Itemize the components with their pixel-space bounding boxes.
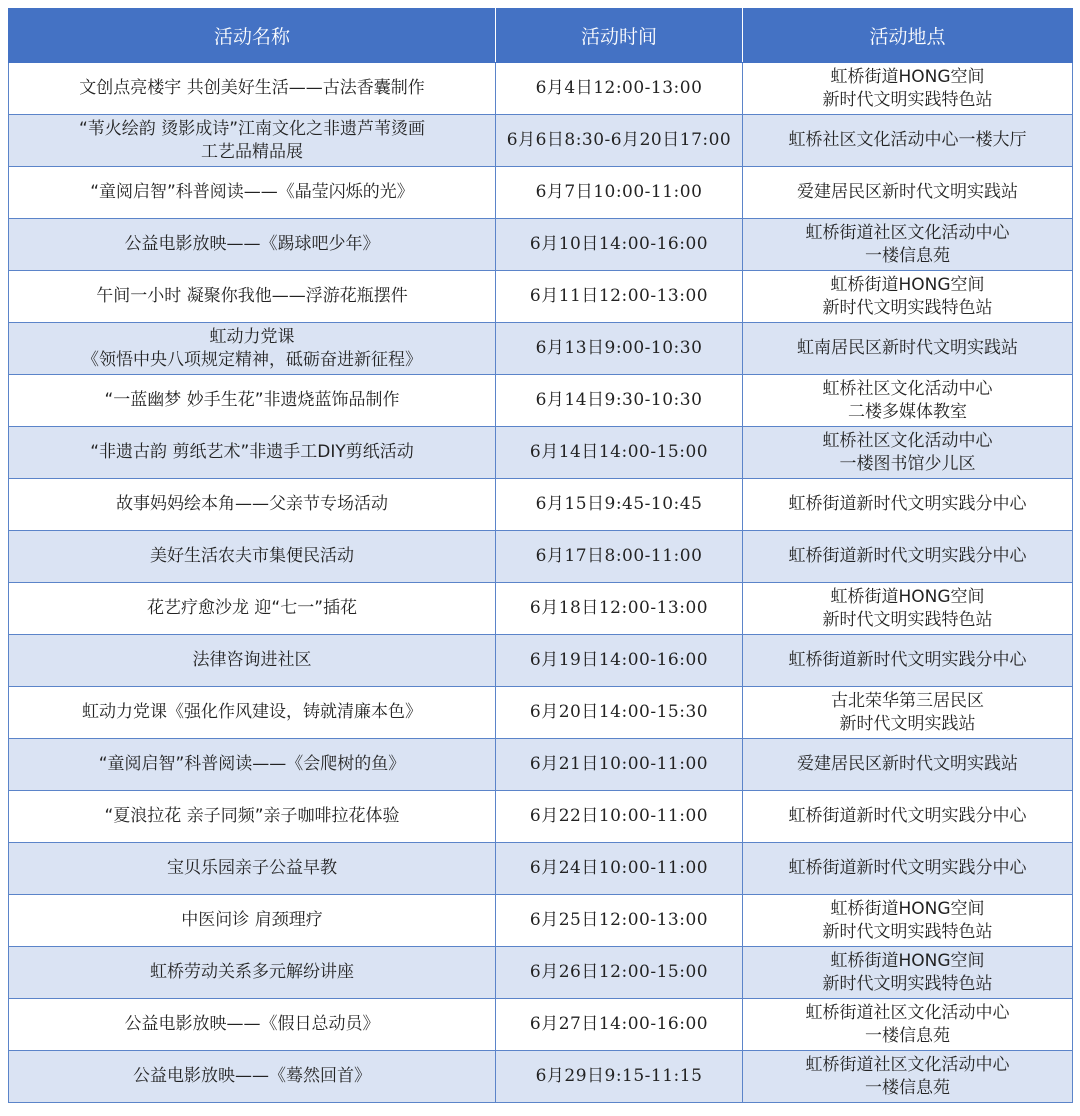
- header-activity-time: 活动时间: [496, 9, 743, 63]
- activity-location-cell: [743, 531, 1073, 583]
- activity-name-cell: [9, 479, 496, 531]
- activity-time-cell: 6月13日9:00-10:30: [496, 323, 743, 375]
- table-row: [9, 427, 1073, 479]
- activity-location-cell-line: 虹桥街道新时代文明实践分中心: [788, 858, 1027, 878]
- table-row: [9, 167, 1073, 219]
- table-row: [9, 1051, 1073, 1103]
- activity-location-cell: [743, 999, 1073, 1051]
- table-row: [9, 843, 1073, 895]
- activity-location-cell: [743, 791, 1073, 843]
- activity-location-cell-line: 虹桥街道新时代文明实践分中心: [788, 806, 1027, 826]
- activity-table-container: [8, 8, 1072, 1103]
- activity-time-cell: 6月18日12:00-13:00: [496, 583, 743, 635]
- activity-name-cell-line: 文创点亮楼宇 共创美好生活——古法香囊制作: [79, 78, 425, 98]
- table-row: [9, 687, 1073, 739]
- activity-location-cell: [743, 947, 1073, 999]
- activity-location-cell-line: 虹桥街道社区文化活动中心: [805, 1054, 1010, 1075]
- table-row: [9, 323, 1073, 375]
- activity-location-cell: [743, 843, 1073, 895]
- activity-location-cell-line: 虹桥街道新时代文明实践分中心: [788, 494, 1027, 514]
- activity-location-cell-line: 一楼图书馆少儿区: [839, 453, 976, 474]
- activity-name-cell: [9, 115, 496, 167]
- table-row: [9, 63, 1073, 115]
- table-row: [9, 479, 1073, 531]
- table-row: [9, 271, 1073, 323]
- table-row: [9, 635, 1073, 687]
- activity-location-cell: [743, 427, 1073, 479]
- activity-time-cell: 6月11日12:00-13:00: [496, 271, 743, 323]
- table-row: [9, 791, 1073, 843]
- activity-time-cell: 6月26日12:00-15:00: [496, 947, 743, 999]
- table-row: [9, 115, 1073, 167]
- header-activity-name: 活动名称: [9, 9, 496, 63]
- activity-time-cell: 6月21日10:00-11:00: [496, 739, 743, 791]
- activity-name-cell: [9, 635, 496, 687]
- activity-name-cell-line: “夏浪拉花 亲子同频”亲子咖啡拉花体验: [104, 806, 400, 826]
- activity-name-cell: [9, 167, 496, 219]
- activity-name-cell-line: “一蓝幽梦 妙手生花”非遗烧蓝饰品制作: [104, 390, 400, 410]
- activity-name-cell: [9, 271, 496, 323]
- table-row: [9, 739, 1073, 791]
- activity-time-cell: 6月20日14:00-15:30: [496, 687, 743, 739]
- activity-time-cell: 6月22日10:00-11:00: [496, 791, 743, 843]
- activity-time-cell: 6月10日14:00-16:00: [496, 219, 743, 271]
- activity-name-cell-line: 公益电影放映——《踢球吧少年》: [124, 234, 380, 254]
- activity-location-cell-line: 虹桥街道HONG空间: [830, 950, 985, 971]
- activity-location-cell: [743, 479, 1073, 531]
- activity-name-cell: [9, 531, 496, 583]
- activity-location-cell: [743, 739, 1073, 791]
- activity-location-cell-line: 新时代文明实践特色站: [822, 609, 993, 630]
- activity-time-cell: 6月25日12:00-13:00: [496, 895, 743, 947]
- activity-location-cell: [743, 167, 1073, 219]
- activity-location-cell: [743, 895, 1073, 947]
- activity-location-cell: [743, 375, 1073, 427]
- table-row: [9, 947, 1073, 999]
- activity-location-cell-line: 爱建居民区新时代文明实践站: [797, 754, 1018, 774]
- activity-time-cell: 6月4日12:00-13:00: [496, 63, 743, 115]
- activity-location-cell-line: 虹桥社区文化活动中心一楼大厅: [788, 130, 1027, 150]
- activity-name-cell-line: 中医问诊 肩颈理疗: [181, 910, 323, 930]
- activity-name-cell: [9, 63, 496, 115]
- activity-location-cell-line: 一楼信息苑: [865, 1077, 950, 1098]
- activity-location-cell: [743, 115, 1073, 167]
- activity-location-cell-line: 新时代文明实践特色站: [822, 921, 993, 942]
- table-row: [9, 531, 1073, 583]
- activity-location-cell-line: 一楼信息苑: [865, 245, 950, 266]
- activity-location-cell: [743, 271, 1073, 323]
- activity-name-cell-line: 虹动力党课《强化作风建设，铸就清廉本色》: [82, 702, 422, 722]
- activity-time-cell: 6月14日9:30-10:30: [496, 375, 743, 427]
- activity-time-cell: 6月29日9:15-11:15: [496, 1051, 743, 1103]
- activity-location-cell-line: 新时代文明实践特色站: [822, 973, 993, 994]
- activity-time-cell: 6月19日14:00-16:00: [496, 635, 743, 687]
- activity-name-cell-line: “苇火绘韵 烫影成诗”江南文化之非遗芦苇烫画: [78, 118, 426, 139]
- activity-time-cell: 6月7日10:00-11:00: [496, 167, 743, 219]
- activity-name-cell: [9, 791, 496, 843]
- activity-time-cell: 6月24日10:00-11:00: [496, 843, 743, 895]
- activity-location-cell: [743, 63, 1073, 115]
- activity-location-cell-line: 新时代文明实践特色站: [822, 297, 993, 318]
- activity-location-cell: [743, 583, 1073, 635]
- activity-location-cell-line: 虹南居民区新时代文明实践站: [797, 338, 1018, 358]
- activity-time-cell: 6月14日14:00-15:00: [496, 427, 743, 479]
- activity-location-cell-line: 古北荣华第三居民区: [831, 690, 984, 711]
- activity-name-cell-line: 花艺疗愈沙龙 迎“七一”插花: [146, 598, 358, 618]
- activity-location-cell-line: 虹桥街道社区文化活动中心: [805, 222, 1010, 243]
- activity-schedule-table: [8, 8, 1073, 1103]
- activity-name-cell-line: “非遗古韵 剪纸艺术”非遗手工DIY剪纸活动: [90, 442, 414, 462]
- activity-name-cell: [9, 895, 496, 947]
- activity-location-cell-line: 虹桥街道社区文化活动中心: [805, 1002, 1010, 1023]
- activity-time-cell: 6月15日9:45-10:45: [496, 479, 743, 531]
- activity-location-cell-line: 虹桥街道HONG空间: [830, 274, 985, 295]
- activity-location-cell-line: 一楼信息苑: [865, 1025, 950, 1046]
- activity-name-cell-line: 公益电影放映——《蓦然回首》: [133, 1066, 371, 1086]
- activity-location-cell-line: 虹桥街道HONG空间: [830, 66, 985, 87]
- activity-location-cell-line: 虹桥社区文化活动中心: [822, 430, 993, 451]
- activity-name-cell: [9, 583, 496, 635]
- activity-name-cell: [9, 947, 496, 999]
- activity-name-cell: [9, 375, 496, 427]
- activity-location-cell-line: 二楼多媒体教室: [848, 401, 967, 422]
- activity-name-cell-line: 工艺品精品展: [201, 141, 303, 162]
- activity-location-cell-line: 爱建居民区新时代文明实践站: [797, 182, 1018, 202]
- activity-name-cell-line: “童阅启智”科普阅读——《会爬树的鱼》: [98, 754, 406, 774]
- activity-name-cell-line: 午间一小时 凝聚你我他——浮游花瓶摆件: [96, 286, 408, 306]
- activity-location-cell: [743, 323, 1073, 375]
- activity-name-cell-line: 虹动力党课: [209, 326, 295, 347]
- activity-name-cell-line: 法律咨询进社区: [192, 650, 312, 670]
- activity-name-cell-line: 《领悟中央八项规定精神，砥砺奋进新征程》: [82, 349, 422, 370]
- activity-name-cell: [9, 427, 496, 479]
- activity-name-cell-line: 公益电影放映——《假日总动员》: [124, 1014, 380, 1034]
- activity-name-cell-line: “童阅启智”科普阅读——《晶莹闪烁的光》: [90, 182, 414, 202]
- activity-name-cell: [9, 999, 496, 1051]
- activity-name-cell: [9, 219, 496, 271]
- activity-name-cell: [9, 1051, 496, 1103]
- activity-location-cell: [743, 219, 1073, 271]
- activity-location-cell: [743, 1051, 1073, 1103]
- table-row: [9, 375, 1073, 427]
- activity-name-cell-line: 故事妈妈绘本角——父亲节专场活动: [116, 494, 388, 514]
- table-header-row: [9, 9, 1073, 63]
- activity-location-cell-line: 新时代文明实践特色站: [822, 89, 993, 110]
- table-row: [9, 895, 1073, 947]
- activity-location-cell-line: 虹桥街道新时代文明实践分中心: [788, 546, 1027, 566]
- header-activity-location: 活动地点: [743, 9, 1073, 63]
- activity-location-cell-line: 新时代文明实践站: [839, 713, 976, 734]
- activity-name-cell: [9, 739, 496, 791]
- activity-location-cell-line: 虹桥社区文化活动中心: [822, 378, 993, 399]
- activity-location-cell-line: 虹桥街道新时代文明实践分中心: [788, 650, 1027, 670]
- activity-time-cell: 6月27日14:00-16:00: [496, 999, 743, 1051]
- activity-name-cell-line: 宝贝乐园亲子公益早教: [167, 858, 337, 878]
- table-body: [9, 63, 1073, 1103]
- activity-name-cell-line: 美好生活农夫市集便民活动: [150, 546, 354, 566]
- activity-time-cell: 6月17日8:00-11:00: [496, 531, 743, 583]
- activity-location-cell: [743, 687, 1073, 739]
- activity-name-cell: [9, 843, 496, 895]
- activity-name-cell: [9, 687, 496, 739]
- activity-location-cell: [743, 635, 1073, 687]
- table-row: [9, 999, 1073, 1051]
- table-row: [9, 219, 1073, 271]
- activity-location-cell-line: 虹桥街道HONG空间: [830, 898, 985, 919]
- table-row: [9, 583, 1073, 635]
- activity-location-cell-line: 虹桥街道HONG空间: [830, 586, 985, 607]
- activity-name-cell: [9, 323, 496, 375]
- activity-name-cell-line: 虹桥劳动关系多元解纷讲座: [150, 962, 354, 982]
- activity-time-cell: 6月6日8:30-6月20日17:00: [496, 115, 743, 167]
